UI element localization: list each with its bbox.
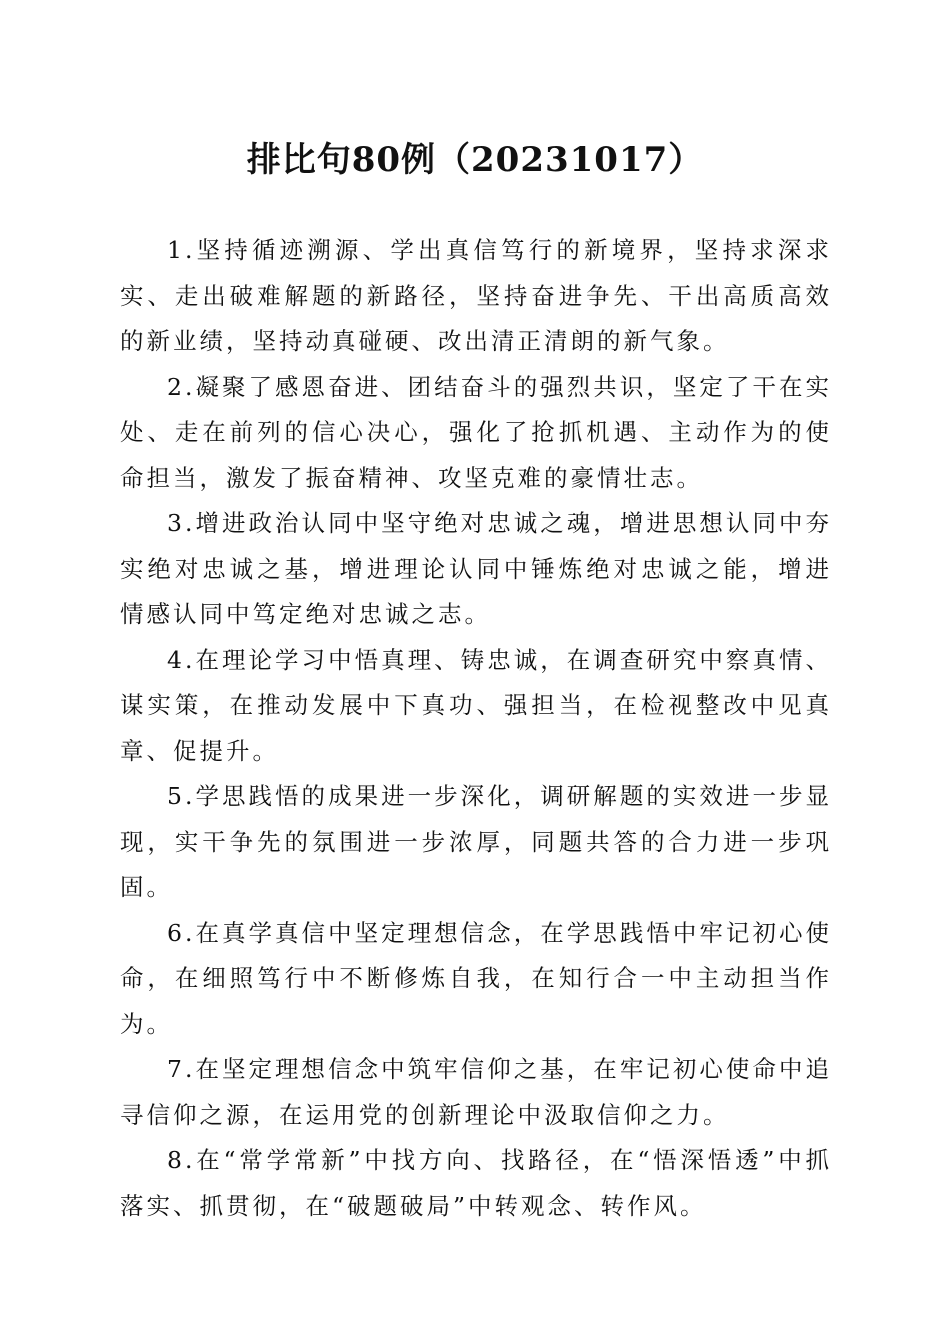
document-body: [120, 228, 832, 1229]
paragraph-6: 6.在真学真信中坚定理想信念，在学思践悟中牢记初心使命，在细照笃行中不断修炼自我，在知行合一中主动担当作为。: [120, 918, 832, 1038]
paragraph-2: 2.凝聚了感恩奋进、团结奋斗的强烈共识，坚定了干在实处、走在前列的信心决心，强化了抢抓机遇、主动作为的使命担当，激发了振奋精神、攻坚克难的豪情壮志。: [120, 372, 832, 492]
paragraph-5: 5.学思践悟的成果进一步深化，调研解题的实效进一步显现，实干争先的氛围进一步浓厚，同题共答的合力进一步巩固。: [120, 782, 832, 901]
paragraph-7: 7.在坚定理想信念中筑牢信仰之基，在牢记初心使命中追寻信仰之源，在运用党的创新理论中汲取信仰之力。: [120, 1055, 832, 1129]
paragraph-8: 8.在“常学常新”中找方向、找路径，在“悟深悟透”中抓落实、抓贯彻，在“破题破局”中转观念、转作风。: [120, 1146, 832, 1220]
document-title: 排比句80例（20231017）: [246, 140, 704, 180]
paragraph-4: 4.在理论学习中悟真理、铸忠诚，在调查研究中察真情、谋实策，在推动发展中下真功、强担当，在检视整改中见真章、促提升。: [120, 645, 832, 765]
paragraph-3: 3.增进政治认同中坚守绝对忠诚之魂，增进思想认同中夯实绝对忠诚之基，增进理论认同中锤炼绝对忠诚之能，增进情感认同中笃定绝对忠诚之志。: [120, 509, 832, 628]
paragraph-1: 1.坚持循迹溯源、学出真信笃行的新境界，坚持求深求实、走出破难解题的新路径，坚持奋进争先、干出高质高效的新业绩，坚持动真碰硬、改出清正清朗的新气象。: [120, 236, 832, 355]
